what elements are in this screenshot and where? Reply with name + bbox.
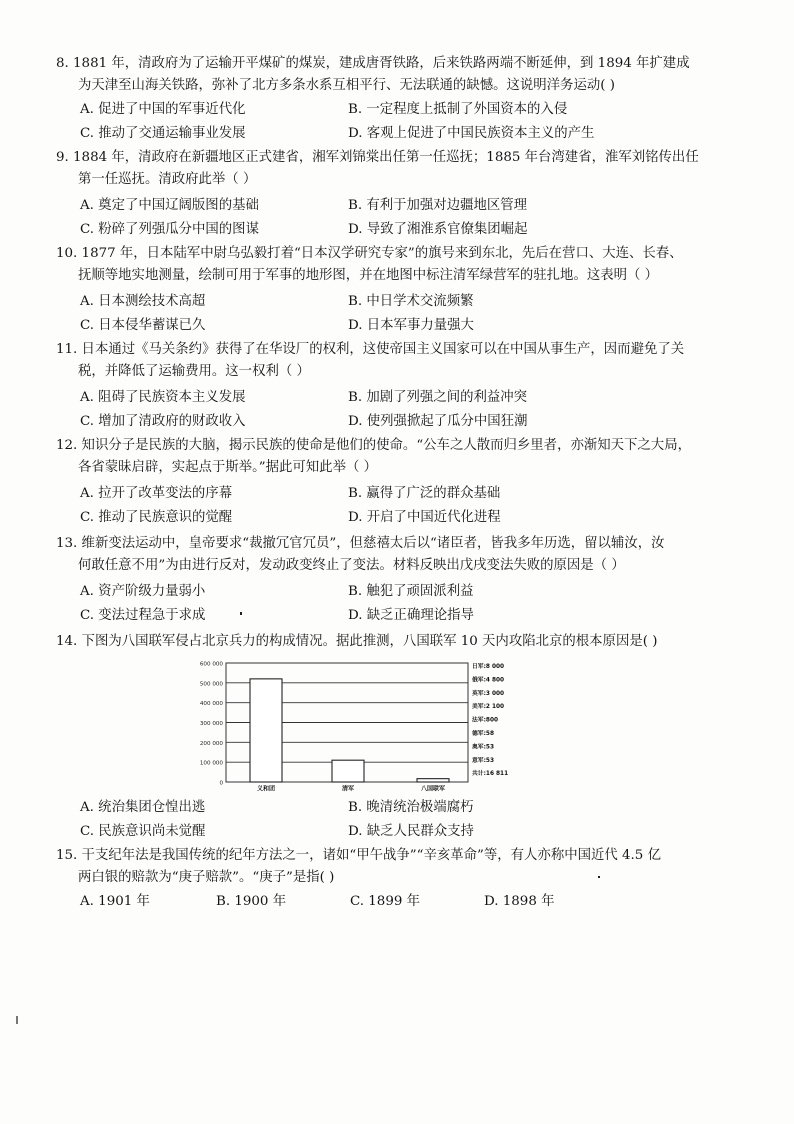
q8-option-a[interactable]: A. 促进了中国的军事近代化: [80, 102, 246, 117]
q8-option-d[interactable]: D. 客观上促进了中国民族资本主义的产生: [348, 126, 595, 141]
q15-option-b[interactable]: B. 1900 年: [216, 894, 287, 909]
q10-option-c[interactable]: C. 日本侵华蓄谋已久: [80, 318, 206, 333]
question-9: [56, 146, 776, 194]
q12-option-c[interactable]: C. 推动了民族意识的觉醒: [80, 510, 233, 525]
y-tick-label: 300 000: [199, 721, 223, 727]
q10-option-b[interactable]: B. 中日学术交流频繁: [348, 294, 474, 309]
q11-option-d[interactable]: D. 使列强掀起了瓜分中国狂潮: [348, 414, 528, 429]
q12-option-b[interactable]: B. 赢得了广泛的群众基础: [348, 486, 501, 501]
y-tick-label: 500 000: [199, 681, 223, 688]
q10-stem-line-2: 抚顺等地实地测量，绘制可用于军事的地形图，并在地图中标注清军绿营军的驻扎地。这表明（ ）: [78, 268, 659, 283]
bar-2: [332, 760, 364, 782]
legend-entry: 奥军:53: [472, 744, 494, 751]
margin-scan-mark: [16, 1016, 18, 1024]
q9-option-a[interactable]: A. 奠定了中国辽阔版图的基础: [80, 198, 259, 213]
legend-entry: 共计:16 811: [472, 771, 509, 778]
q11-stem-line-2: 税，并降低了运输费用。这一权利（ ）: [78, 364, 310, 379]
chart-y-tick-labels: [200, 662, 224, 787]
chart-x-tick-labels: [257, 785, 445, 793]
q14-option-c[interactable]: C. 民族意识尚未觉醒: [80, 824, 206, 839]
q15-stem-line-2: 两白银的赔款为“庚子赔款”。“庚子”是指( ): [78, 870, 335, 885]
q13-stem-line-2: 何敢任意不用”为由进行反对，发动政变终止了变法。材料反映出戊戌变法失败的原因是（ ）: [78, 558, 625, 573]
q13-option-c[interactable]: C. 变法过程急于求成: [80, 608, 206, 623]
question-10: [56, 242, 776, 290]
bar-1: [250, 679, 282, 782]
q10-stem-line-1: 10. 1877 年，日本陆军中尉乌弘毅打着“日本汉学研究专家”的旗号来到东北，先后在营口、大连、长春、: [56, 246, 683, 261]
q8-option-c[interactable]: C. 推动了交通运输事业发展: [80, 126, 246, 141]
q8-stem-line-2: 为天津至山海关铁路，弥补了北方多条水系互相平行、无法联通的缺憾。这说明洋务运动( ): [78, 78, 615, 93]
q13-option-d[interactable]: D. 缺乏正确理论指导: [348, 608, 474, 623]
legend-entry: 德军:58: [472, 731, 494, 737]
x-tick-label: 清军: [341, 785, 355, 793]
question-11: [56, 338, 776, 386]
legend-entry: 英军:3 000: [472, 690, 505, 697]
question-14: [56, 630, 776, 654]
legend-entry: 美军:2 100: [472, 704, 505, 711]
q15-stem-line-1: 15. 干支纪年法是我国传统的纪年方法之一，诸如“甲午战争”“辛亥革命”等，有人亦称中国近代 4.5 亿: [56, 848, 661, 863]
q10-option-a[interactable]: A. 日本测绘技术高超: [80, 294, 206, 309]
question-8: [56, 52, 776, 100]
q8-stem-line-1: 8. 1881 年，清政府为了运输开平煤矿的煤炭，建成唐胥铁路，后来铁路两端不断延伸，到 1894 年扩建成: [56, 56, 690, 71]
x-tick-label: 八国联军: [420, 785, 446, 793]
q9-option-b[interactable]: B. 有利于加强对边疆地区管理: [348, 198, 528, 213]
q15-option-d[interactable]: D. 1898 年: [484, 894, 555, 909]
q15-option-c[interactable]: C. 1899 年: [350, 894, 421, 909]
legend-entry: 意军:53: [472, 757, 494, 764]
y-tick-label: 100 000: [199, 760, 223, 767]
q9-stem-line-1: 9. 1884 年，清政府在新疆地区正式建省，湘军刘锦棠出任第一任巡抚；1885 年台湾建省，淮军刘铭传出任: [56, 150, 699, 165]
stray-mark: [240, 612, 242, 615]
q12-stem-line-2: 各省蒙昧启辟，实起点于斯举。”据此可知此举（ ）: [78, 460, 377, 475]
q12-stem-line-1: 12. 知识分子是民族的大脑，揭示民族的使命是他们的使命。“公车之人散而归乡里者，亦渐知天下之大局，: [56, 438, 691, 453]
y-tick-label: 200 000: [199, 740, 223, 747]
q11-option-b[interactable]: B. 加剧了列强之间的利益冲突: [348, 390, 528, 405]
y-tick-label: 0: [219, 780, 223, 787]
q14-option-a[interactable]: A. 统治集团仓惶出逃: [80, 800, 206, 815]
stray-dot: [598, 876, 600, 878]
q9-stem-line-2: 第一任巡抚。清政府此举（ ）: [78, 172, 257, 187]
y-tick-label: 600 000: [199, 661, 223, 668]
q9-option-c[interactable]: C. 粉碎了列强瓜分中国的图谋: [80, 222, 259, 237]
q11-stem-line-1: 11. 日本通过《马关条约》获得了在华设厂的权利，这使帝国主义国家可以在中国从事生产，因而避免了关: [56, 342, 685, 357]
q11-option-c[interactable]: C. 增加了清政府的财政收入: [80, 414, 246, 429]
q12-option-d[interactable]: D. 开启了中国近代化进程: [348, 510, 501, 525]
q13-option-a[interactable]: A. 资产阶级力量弱小: [80, 584, 206, 599]
q11-option-a[interactable]: A. 阻碍了民族资本主义发展: [80, 390, 246, 405]
q8-option-b[interactable]: B. 一定程度上抵制了外国资本的入侵: [348, 102, 568, 117]
q13-stem-line-1: 13. 维新变法运动中，皇帝要求“裁撤冗官冗员”，但慈禧太后以“诸臣者，皆我多年历选，留以辅汝，汝: [56, 536, 665, 551]
troop-composition-chart: [186, 660, 548, 795]
chart-legend: [472, 662, 508, 777]
q12-option-a[interactable]: A. 拉开了改革变法的序幕: [80, 486, 233, 501]
q15-option-a[interactable]: A. 1901 年: [80, 894, 150, 909]
bar-3: [417, 779, 449, 782]
question-12: [56, 434, 776, 482]
legend-entry: 法军:800: [472, 717, 499, 724]
q14-option-b[interactable]: B. 晚清统治极端腐朽: [348, 800, 474, 815]
question-15: [56, 844, 776, 892]
question-13: [56, 532, 776, 580]
legend-entry: 日军:8 000: [472, 664, 505, 670]
y-tick-label: 400 000: [199, 701, 223, 708]
q10-option-d[interactable]: D. 日本军事力量强大: [348, 318, 474, 333]
chart-bars: [250, 679, 449, 782]
legend-entry: 俄军:4 800: [472, 677, 505, 684]
q14-option-d[interactable]: D. 缺乏人民群众支持: [348, 824, 474, 839]
q13-option-b[interactable]: B. 触犯了顽固派利益: [348, 584, 474, 599]
x-tick-label: 义和团: [256, 785, 276, 793]
q14-stem-line-1: 14. 下图为八国联军侵占北京兵力的构成情况。据此推测，八国联军 10 天内攻陷北京的根本原因是( ): [56, 634, 658, 649]
q9-option-d[interactable]: D. 导致了湘淮系官僚集团崛起: [348, 222, 528, 237]
